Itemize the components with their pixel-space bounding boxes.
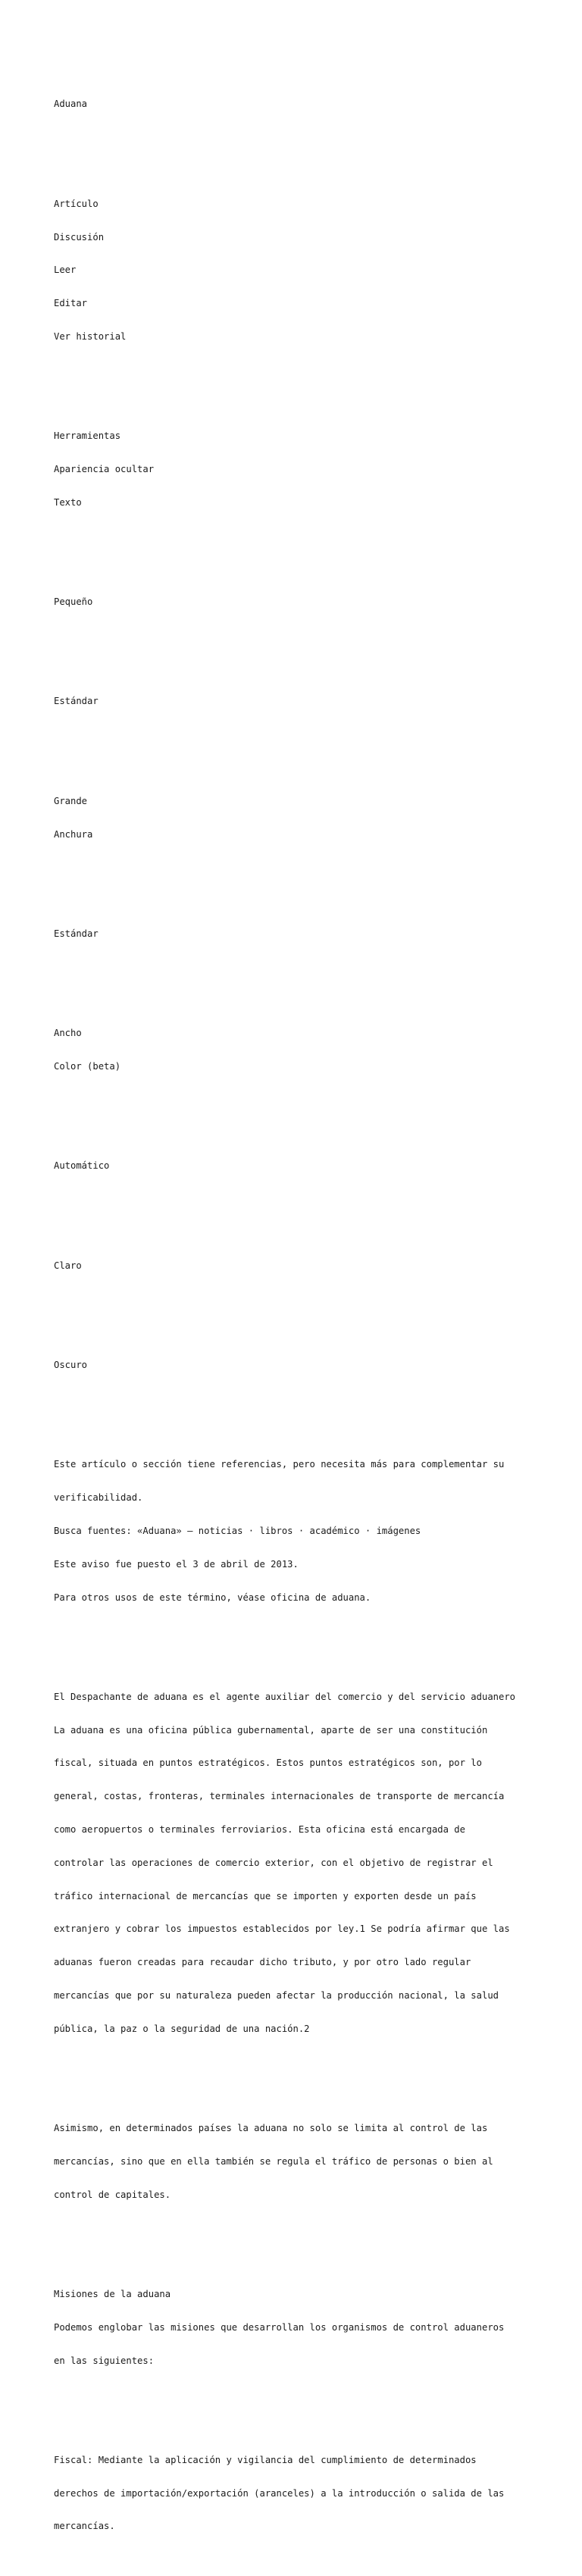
color-light-option[interactable]: Claro: [54, 1260, 82, 1271]
paragraph-line: mercancías, sino que en ella también se regula el tráfico de personas o bien al: [54, 2155, 493, 2167]
missions-section: [54, 2267, 569, 2389]
tab-article[interactable]: Artículo: [54, 198, 99, 209]
paragraph-line: mercancías.: [54, 2521, 115, 2532]
text-small-block: [54, 574, 569, 630]
color-dark-block: [54, 1338, 569, 1393]
paragraph-line: aduanas fueron creadas para recaudar dicho tributo, y por otro lado regular: [54, 1957, 471, 1968]
tools-menu[interactable]: Herramientas: [54, 430, 121, 442]
text-standard-block: [54, 674, 569, 729]
tab-view-history[interactable]: Ver historial: [54, 330, 127, 342]
appearance-hide-toggle[interactable]: Apariencia ocultar: [54, 463, 155, 474]
text-size-standard-option[interactable]: Estándar: [54, 696, 99, 707]
find-sources-line[interactable]: Busca fuentes: «Aduana» – noticias · libros · académico · imágenes: [54, 1525, 421, 1536]
paragraph-line: control de capitales.: [54, 2189, 171, 2200]
paragraph-line: como aeropuertos o terminales ferroviarios. Esta oficina está encargada de: [54, 1824, 465, 1835]
paragraph-line: El Despachante de aduana es el agente auxiliar del comercio y del servicio aduanero: [54, 1691, 516, 1702]
paragraph-line: extranjero y cobrar los impuestos establecidos por ley.1 Se podría afirmar que las: [54, 1923, 510, 1935]
notice-line: verificabilidad.: [54, 1492, 143, 1504]
paragraph-line: Asimismo, en determinados países la aduana no solo se limita al control de las: [54, 2123, 488, 2134]
intro-paragraph: [54, 1670, 569, 2057]
paragraph-line: controlar las operaciones de comercio exterior, con el objetivo de registrar el: [54, 1857, 493, 1868]
width-heading: Anchura: [54, 828, 93, 840]
width-wide-block: [54, 1006, 569, 1094]
fiscal-paragraph: [54, 2433, 569, 2555]
tab-edit[interactable]: Editar: [54, 298, 88, 309]
color-light-block: [54, 1238, 569, 1294]
page-title-block: [54, 77, 569, 132]
tools-block: [54, 408, 569, 531]
text-size-large-option[interactable]: Grande: [54, 795, 88, 806]
color-beta-heading: Color (beta): [54, 1061, 121, 1072]
color-auto-block: [54, 1138, 569, 1194]
paragraph-line: La aduana es una oficina pública gubernamental, aparte de ser una constitución: [54, 1724, 488, 1736]
page-title: Aduana: [54, 99, 88, 110]
width-wide-option[interactable]: Ancho: [54, 1028, 82, 1039]
paragraph-line: en las siguientes:: [54, 2355, 155, 2366]
paragraph-line: Podemos englobar las misiones que desarrollan los organismos de control aduaneros: [54, 2321, 505, 2333]
notice-line: Este artículo o sección tiene referencias, pero necesita más para complementar su: [54, 1459, 505, 1470]
width-standard-option[interactable]: Estándar: [54, 928, 99, 939]
tab-discussion[interactable]: Discusión: [54, 231, 105, 243]
document-body: [54, 55, 569, 2576]
width-standard-block: [54, 906, 569, 962]
page-actions-block: [54, 177, 569, 365]
paragraph-line: general, costas, fronteras, terminales internacionales de transporte de mercancía: [54, 1791, 505, 1802]
notice-date-line: Este aviso fue puesto el 3 de abril de 2013.: [54, 1558, 299, 1570]
second-paragraph: [54, 2101, 569, 2223]
paragraph-line: derechos de importación/exportación (aranceles) a la introducción o salida de las: [54, 2487, 505, 2499]
text-large-block: [54, 774, 569, 862]
tab-read[interactable]: Leer: [54, 264, 77, 276]
text-size-small-option[interactable]: Pequeño: [54, 596, 93, 608]
paragraph-line: Fiscal: Mediante la aplicación y vigilancia del cumplimiento de determinados: [54, 2454, 477, 2465]
paragraph-line: mercancías que por su naturaleza pueden afectar la producción nacional, la salud: [54, 1989, 499, 2001]
color-automatic-option[interactable]: Automático: [54, 1160, 110, 1172]
paragraph-line: pública, la paz o la seguridad de una nación.2: [54, 2023, 310, 2034]
notice-block: [54, 1437, 569, 1625]
paragraph-line: tráfico internacional de mercancías que se importen y exporten desde un país: [54, 1890, 477, 1901]
text-size-heading: Texto: [54, 496, 82, 508]
paragraph-line: fiscal, situada en puntos estratégicos. Estos puntos estratégicos son, por lo: [54, 1758, 482, 1769]
disambiguation-line[interactable]: Para otros usos de este término, véase oficina de aduana.: [54, 1592, 371, 1603]
color-dark-option[interactable]: Oscuro: [54, 1360, 88, 1371]
section-heading: Misiones de la aduana: [54, 2288, 171, 2299]
